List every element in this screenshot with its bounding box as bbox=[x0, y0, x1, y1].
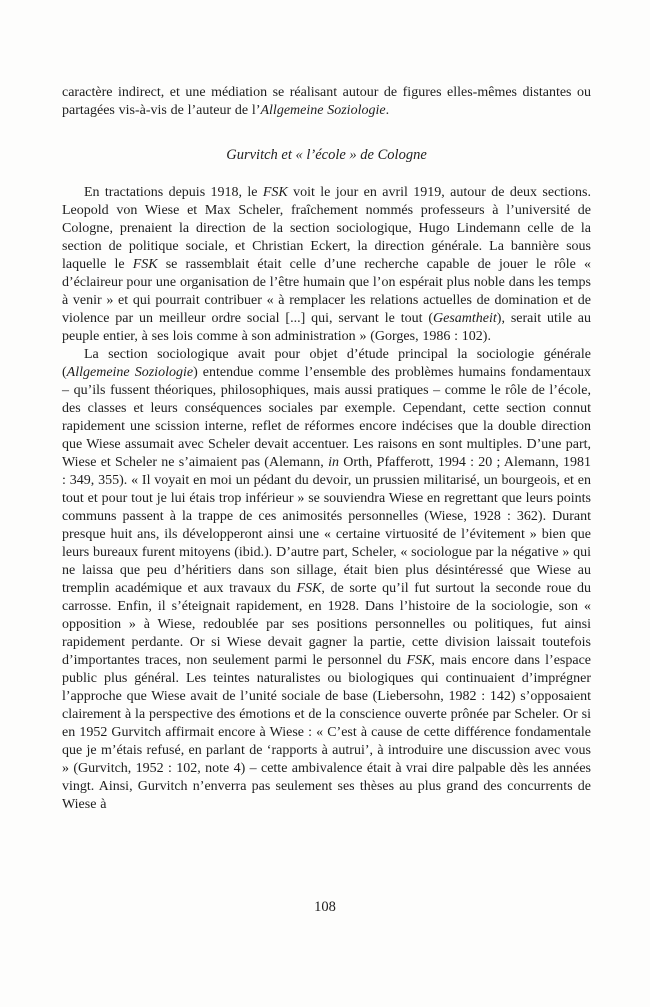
section-heading: Gurvitch et « l’école » de Cologne bbox=[226, 147, 427, 163]
page-number: 108 bbox=[314, 899, 336, 915]
body-paragraph-2: La section sociologique avait pour objet d’étude principal la sociologie générale (Allgemeine Soziologie) entendue comme l’ensemble des problèmes humains fondamentaux – qu’ils fussent théoriques, philosophiques, mais aussi pratiques – comme le rôle de l’école, des classes et leurs conséquences sociales par exemple. Cependant, cette section connut rapidement une scission interne, reflet de réformes encore indécises que la double direction que Wiese assumait avec Scheler devait accentuer. Les raisons en sont multiples. D’une part, Wiese et Scheler ne s’aimaient pas (Alemann, in Orth, Pfafferott, 1994 : 20 ; Alemann, 1981 : 349, 355). « Il voyait en moi un pédant du devoir, un prussien militarisé, un bourgeois, et en tout et pour tout je lui étais trop inférieur » se souviendra Wiese en regrettant que leurs points communs passent à la trappe de ces animosités personnelles (Wiese, 1928 : 362). Durant presque huit ans, ils développeront ainsi une « certaine virtuosité de l’évitement » bien que leurs bureaux furent mitoyens (ibid.). D’autre part, Scheler, « sociologue par la négative » qui ne laissa que peu d’héritiers dans son sillage, était bien plus désintéressé que Wiese au tremplin académique et aux travaux du FSK, de sorte qu’il fut surtout la seconde roue du carrosse. Enfin, il s’éteignait rapidement, en 1928. Dans l’histoire de la sociologie, son « opposition » à Wiese, redoublée par ses positions personnelles ou politiques, fut ainsi rapidement perdante. Or si Wiese devait gagner la partie, cette division laissait toutefois d’importantes traces, non seulement parmi le personnel du FSK, mais encore dans l’espace public plus général. Les teintes naturalistes ou biologiques qui continuaient d’imprégner l’approche que Wiese avait de l’unité sociale de base (Liebersohn, 1982 : 142) s’opposaient clairement à la perspective des émotions et de la conscience ouverte prônée par Scheler. Or si en 1952 Gurvitch affirmait encore à Wiese : « C’est à cause de cette différence fondamentale que je m’étais refusé, en parlant de ‘rapports à autrui’, à introduire une discussion avec vous » (Gurvitch, 1952 : 102, note 4) – cette ambivalence était à vrai dire palpable dès les années vingt. Ainsi, Gurvitch n’enverra pas seulement ses thèses au plus grand des concurrents de Wiese à bbox=[62, 347, 591, 812]
text-block bbox=[62, 84, 591, 814]
body-paragraph-1: En tractations depuis 1918, le FSK voit le jour en avril 1919, autour de deux sections. Leopold von Wiese et Max Scheler, fraîchement nommés professeurs à l’université de Cologne, prenaient la direction de la section sociologique, Hugo Lindemann celle de la section de politique sociale, et Christian Eckert, la direction générale. La bannière sous laquelle le FSK se rassemblait était celle d’une recherche capable de jouer le rôle « d’éclaireur pour une organisation de l’être humain que l’on espérait plus noble dans les temps à venir » et qui pourrait contribuer « à remplacer les relations actuelles de domination et de violence par un meilleur ordre social [...] qui, servant le tout (Gesamtheit), serait utile au peuple entier, à ses lois comme à son administration » (Gorges, 1986 : 102). bbox=[62, 185, 592, 344]
continued-paragraph: caractère indirect, et une médiation se réalisant autour de figures elles-mêmes distantes ou partagées vis-à-vis de l’auteur de l’Allgemeine Soziologie. bbox=[62, 85, 591, 118]
